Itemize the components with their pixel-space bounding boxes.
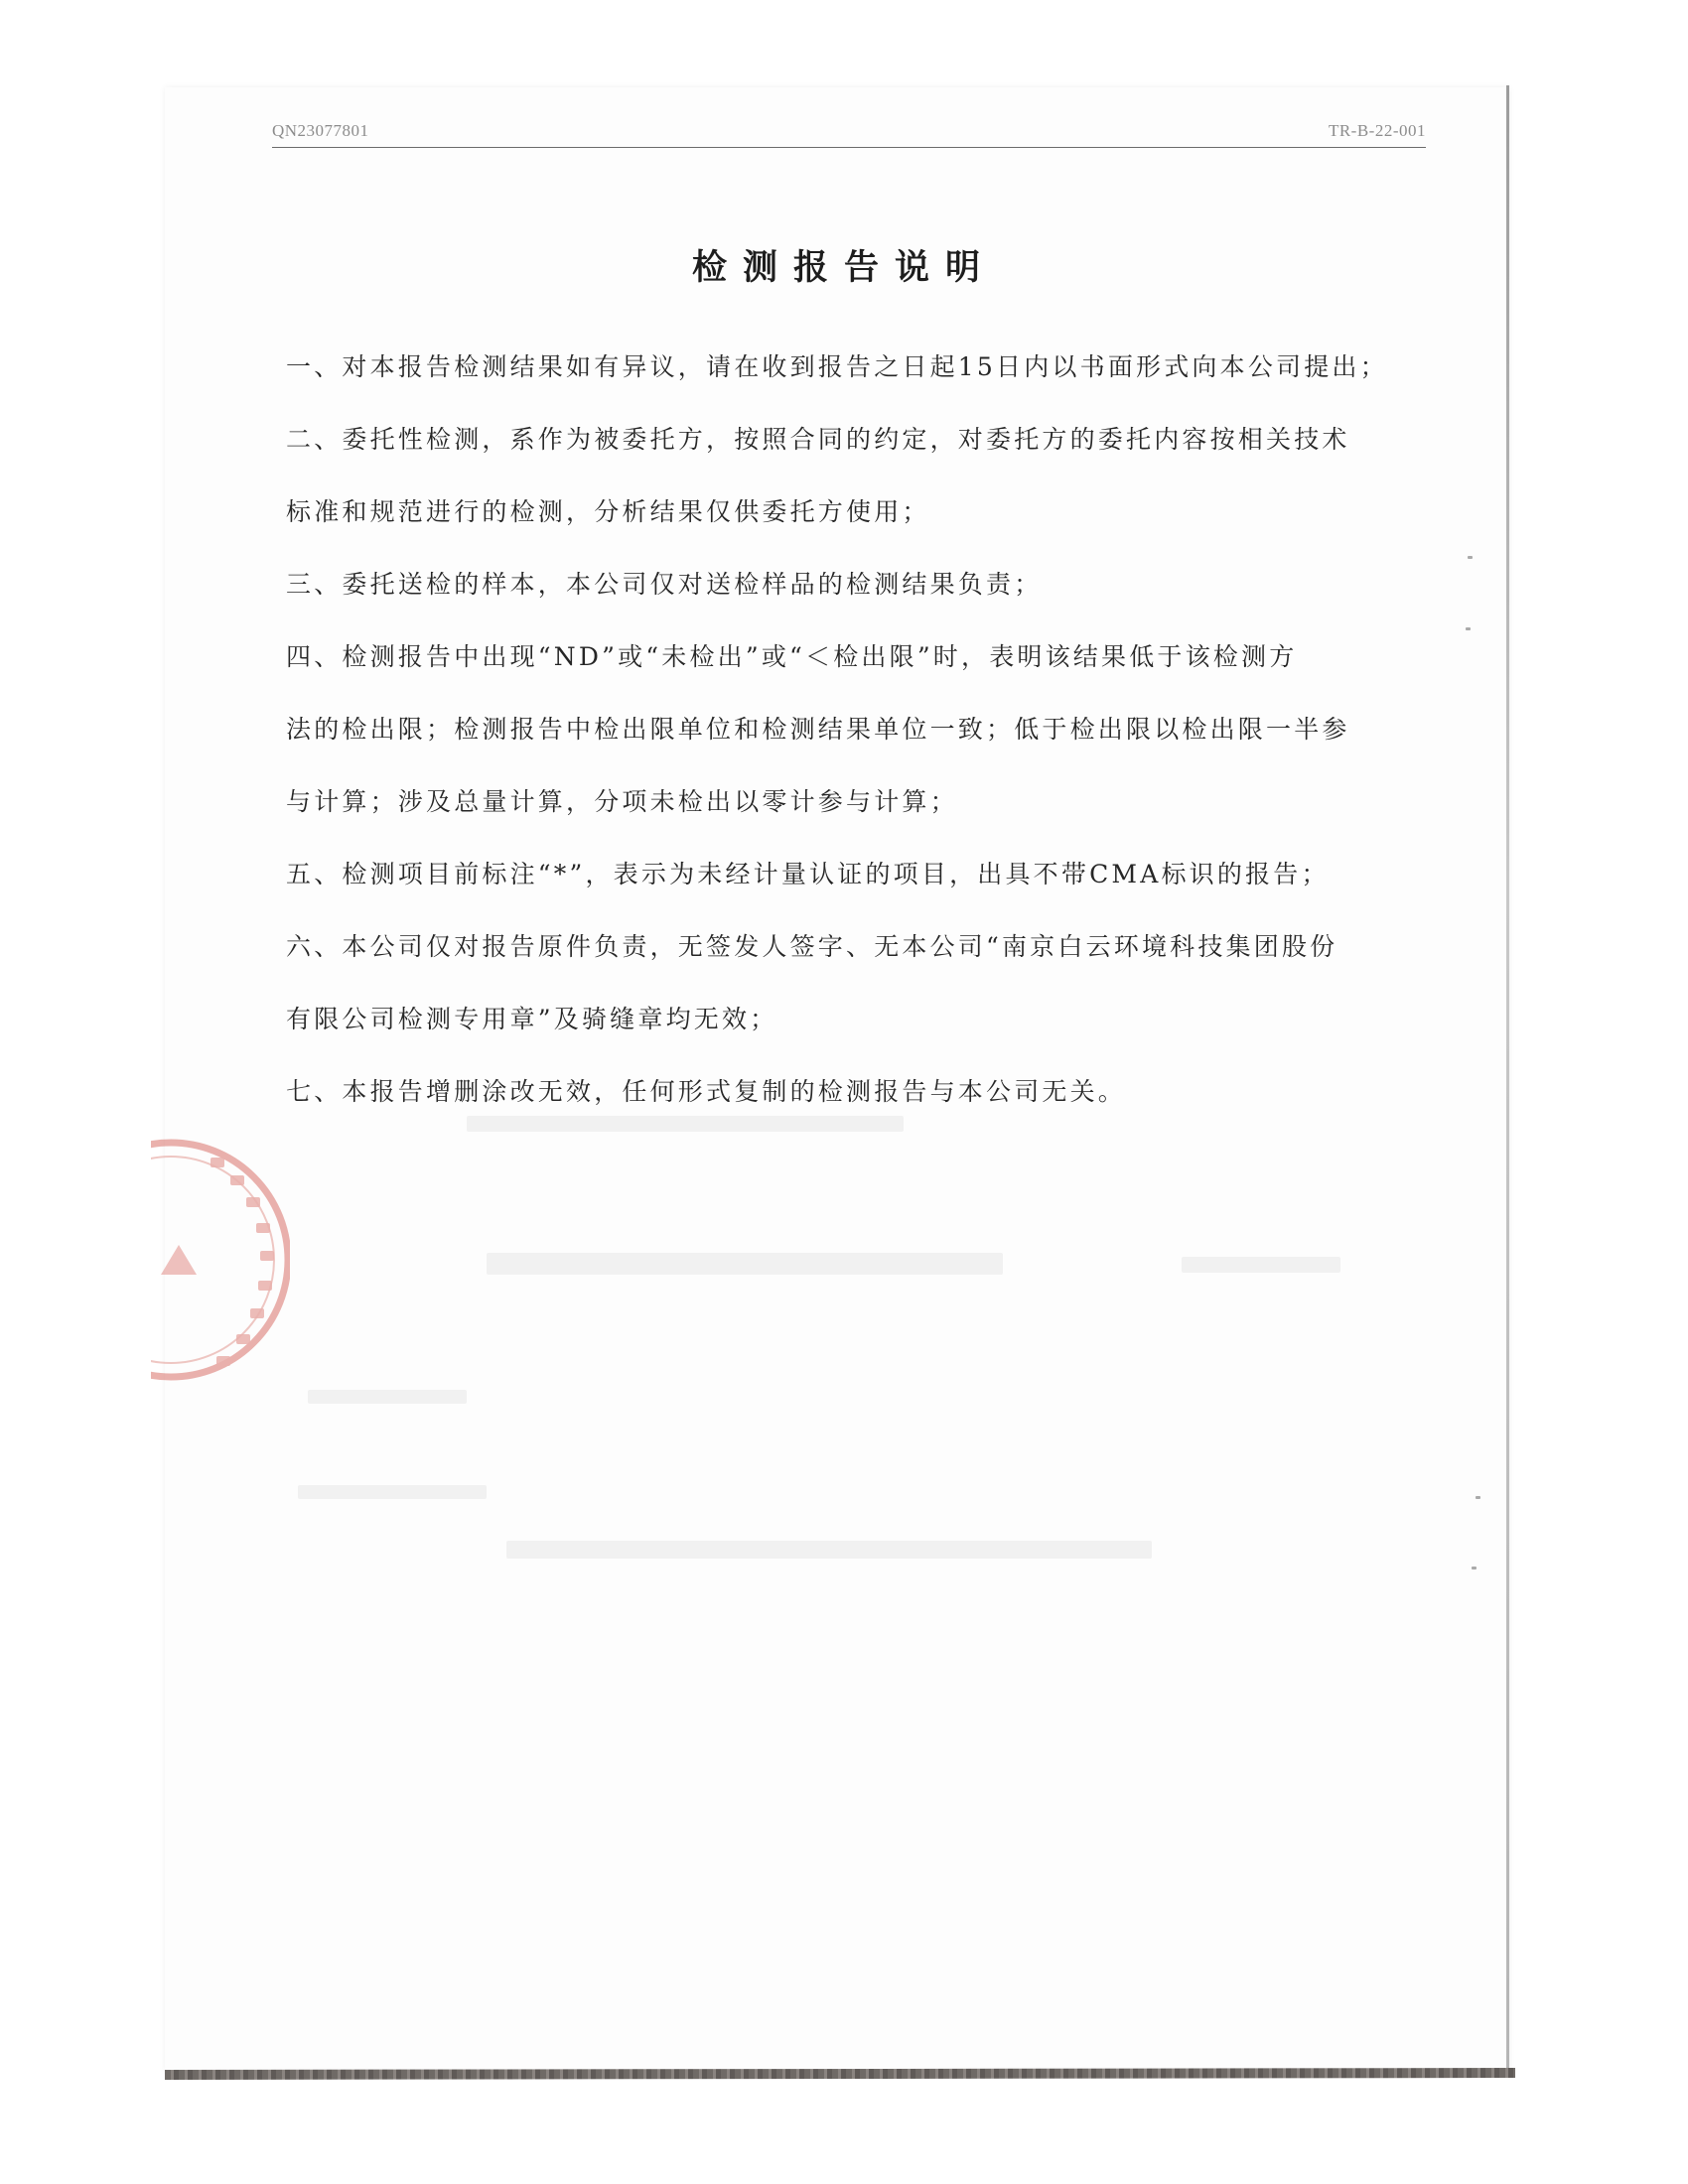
bleed-through bbox=[298, 1485, 487, 1499]
bleed-through bbox=[1182, 1257, 1340, 1273]
statement-1: 一、对本报告检测结果如有异议，请在收到报告之日起15日内以书面形式向本公司提出； bbox=[286, 352, 1388, 381]
page-edge-shadow bbox=[1506, 85, 1509, 2076]
page-header bbox=[272, 119, 1426, 143]
statement-4-line-1: 四、检测报告中出现“ND”或“未检出”或“＜检出限”时，表明该结果低于该检测方 bbox=[286, 642, 1298, 671]
statement-3: 三、委托送检的样本，本公司仅对送检样品的检测结果负责； bbox=[286, 570, 1043, 599]
scan-speck bbox=[1468, 556, 1473, 559]
scan-speck bbox=[1476, 1496, 1480, 1499]
statement-6-line-2: 有限公司检测专用章”及骑缝章均无效； bbox=[286, 1005, 778, 1033]
header-divider bbox=[272, 147, 1426, 148]
bleed-through bbox=[487, 1253, 1003, 1275]
statement-5: 五、检测项目前标注“*”，表示为未经计量认证的项目，出具不带CMA标识的报告； bbox=[286, 860, 1330, 888]
scan-speck bbox=[1472, 1567, 1477, 1570]
statement-6-line-1: 六、本公司仅对报告原件负责，无签发人签字、无本公司“南京白云环境科技集团股份 bbox=[286, 932, 1338, 961]
page-title: 检测报告说明 bbox=[691, 248, 996, 288]
page-bottom-edge bbox=[165, 2068, 1515, 2080]
statement-2-line-2: 标准和规范进行的检测，分析结果仅供委托方使用； bbox=[286, 497, 930, 526]
form-code: TR-B-22-001 bbox=[1328, 121, 1426, 140]
bleed-through bbox=[506, 1541, 1152, 1559]
statement-2-line-1: 二、委托性检测，系作为被委托方，按照合同的约定，对委托方的委托内容按相关技术 bbox=[286, 425, 1350, 454]
statement-7: 七、本报告增删涂改无效，任何形式复制的检测报告与本公司无关。 bbox=[286, 1077, 1127, 1106]
statement-4-line-2: 法的检出限；检测报告中检出限单位和检测结果单位一致；低于检出限以检出限一半参 bbox=[286, 715, 1350, 744]
company-seal bbox=[151, 1136, 290, 1404]
statement-4-line-3: 与计算；涉及总量计算，分项未检出以零计参与计算； bbox=[286, 787, 958, 816]
bleed-through bbox=[308, 1390, 467, 1404]
bleed-through bbox=[467, 1116, 904, 1132]
report-number: QN23077801 bbox=[272, 121, 369, 140]
scan-speck bbox=[1466, 627, 1471, 630]
